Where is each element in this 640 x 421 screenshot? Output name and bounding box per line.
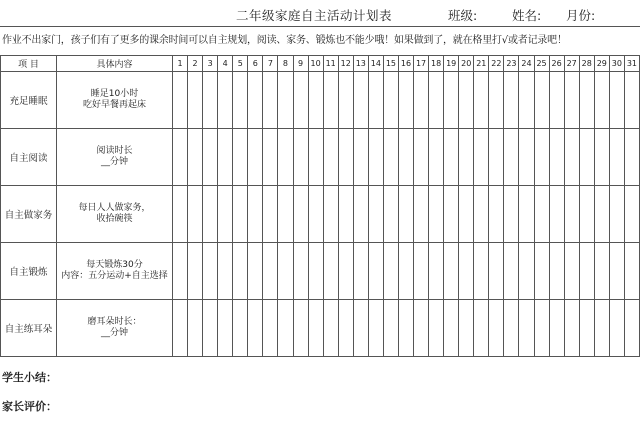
day-check-cell[interactable] — [564, 186, 579, 243]
day-check-cell[interactable] — [323, 186, 338, 243]
day-check-cell[interactable] — [459, 72, 474, 129]
header-divider — [0, 26, 640, 27]
day-check-cell[interactable] — [624, 186, 639, 243]
day-check-cell[interactable] — [398, 243, 413, 300]
day-check-cell[interactable] — [609, 186, 624, 243]
day-check-cell[interactable] — [203, 186, 218, 243]
day-check-cell[interactable] — [489, 186, 504, 243]
day-check-cell[interactable] — [188, 300, 203, 357]
day-check-cell[interactable] — [338, 243, 353, 300]
day-check-cell[interactable] — [579, 186, 594, 243]
day-check-cell[interactable] — [188, 186, 203, 243]
activity-content-line: 睡足10小时 — [90, 89, 139, 99]
day-check-cell[interactable] — [308, 243, 323, 300]
day-check-cell[interactable] — [504, 186, 519, 243]
day-check-cell[interactable] — [624, 72, 639, 129]
column-header-day: 24 — [519, 56, 534, 72]
activity-item: 自主做家务 — [1, 186, 57, 243]
table-header-row — [1, 56, 640, 72]
day-check-cell[interactable] — [444, 243, 459, 300]
table-row — [1, 186, 640, 243]
day-check-cell[interactable] — [534, 186, 549, 243]
day-check-cell[interactable] — [504, 243, 519, 300]
day-check-cell[interactable] — [594, 186, 609, 243]
day-check-cell[interactable] — [293, 186, 308, 243]
day-check-cell[interactable] — [383, 300, 398, 357]
day-check-cell[interactable] — [173, 300, 188, 357]
day-check-cell[interactable] — [368, 243, 383, 300]
day-check-cell[interactable] — [624, 300, 639, 357]
day-check-cell[interactable] — [263, 129, 278, 186]
column-header-day: 21 — [474, 56, 489, 72]
day-check-cell[interactable] — [594, 300, 609, 357]
column-header-day: 17 — [414, 56, 429, 72]
page-title: 二年级家庭自主活动计划表 — [236, 8, 393, 23]
day-check-cell[interactable] — [323, 300, 338, 357]
day-check-cell[interactable] — [534, 129, 549, 186]
day-check-cell[interactable] — [218, 243, 233, 300]
day-check-cell[interactable] — [248, 300, 263, 357]
column-header-day: 14 — [368, 56, 383, 72]
day-check-cell[interactable] — [594, 129, 609, 186]
column-header-day: 10 — [308, 56, 323, 72]
day-check-cell[interactable] — [429, 243, 444, 300]
activity-table — [0, 55, 640, 357]
day-check-cell[interactable] — [263, 72, 278, 129]
day-check-cell[interactable] — [368, 129, 383, 186]
day-check-cell[interactable] — [323, 129, 338, 186]
column-header-day: 16 — [398, 56, 413, 72]
day-check-cell[interactable] — [534, 72, 549, 129]
day-check-cell[interactable] — [218, 72, 233, 129]
day-check-cell[interactable] — [383, 129, 398, 186]
day-check-cell[interactable] — [278, 129, 293, 186]
column-header-day: 8 — [278, 56, 293, 72]
day-check-cell[interactable] — [278, 300, 293, 357]
day-check-cell[interactable] — [429, 300, 444, 357]
column-header-day: 3 — [203, 56, 218, 72]
day-check-cell[interactable] — [519, 300, 534, 357]
day-check-cell[interactable] — [444, 300, 459, 357]
day-check-cell[interactable] — [233, 72, 248, 129]
day-check-cell[interactable] — [444, 129, 459, 186]
activity-content-line: 磨耳朵时长： — [87, 317, 142, 327]
day-check-cell[interactable] — [564, 72, 579, 129]
activity-item: 自主阅读 — [1, 129, 57, 186]
activity-content — [57, 186, 173, 243]
column-header-day: 28 — [579, 56, 594, 72]
day-check-cell[interactable] — [489, 243, 504, 300]
day-check-cell[interactable] — [248, 243, 263, 300]
activity-content-line: __分钟 — [100, 328, 128, 338]
day-check-cell[interactable] — [564, 243, 579, 300]
class-label: 班级: — [448, 8, 478, 23]
day-check-cell[interactable] — [173, 72, 188, 129]
day-check-cell[interactable] — [278, 243, 293, 300]
column-header-day: 7 — [263, 56, 278, 72]
activity-content-line: 阅读时长 — [96, 146, 133, 156]
day-check-cell[interactable] — [414, 72, 429, 129]
column-header-day: 20 — [459, 56, 474, 72]
day-check-cell[interactable] — [459, 243, 474, 300]
day-check-cell[interactable] — [398, 72, 413, 129]
column-header-day: 11 — [323, 56, 338, 72]
day-check-cell[interactable] — [624, 129, 639, 186]
day-check-cell[interactable] — [504, 129, 519, 186]
day-check-cell[interactable] — [353, 300, 368, 357]
header-row — [0, 0, 640, 26]
day-check-cell[interactable] — [564, 300, 579, 357]
day-check-cell[interactable] — [293, 129, 308, 186]
activity-item: 自主锻炼 — [1, 243, 57, 300]
day-check-cell[interactable] — [293, 300, 308, 357]
day-check-cell[interactable] — [519, 243, 534, 300]
table-row — [1, 243, 640, 300]
day-check-cell[interactable] — [353, 186, 368, 243]
day-check-cell[interactable] — [263, 243, 278, 300]
day-check-cell[interactable] — [398, 129, 413, 186]
day-check-cell[interactable] — [368, 72, 383, 129]
activity-content-line: __分钟 — [100, 157, 128, 167]
day-check-cell[interactable] — [564, 129, 579, 186]
day-check-cell[interactable] — [173, 186, 188, 243]
column-header-day: 9 — [293, 56, 308, 72]
column-header-item: 项 目 — [1, 56, 57, 72]
day-check-cell[interactable] — [248, 129, 263, 186]
day-check-cell[interactable] — [203, 72, 218, 129]
day-check-cell[interactable] — [203, 243, 218, 300]
activity-content-line: 吃好早餐再起床 — [82, 100, 146, 110]
day-check-cell[interactable] — [233, 129, 248, 186]
day-check-cell[interactable] — [459, 300, 474, 357]
day-check-cell[interactable] — [624, 243, 639, 300]
day-check-cell[interactable] — [459, 129, 474, 186]
day-check-cell[interactable] — [594, 243, 609, 300]
activity-content-line: 每天锻炼30分 — [86, 260, 143, 270]
column-header-day: 15 — [383, 56, 398, 72]
column-header-day: 2 — [188, 56, 203, 72]
day-check-cell[interactable] — [549, 72, 564, 129]
day-check-cell[interactable] — [609, 129, 624, 186]
day-check-cell[interactable] — [549, 186, 564, 243]
activity-content — [57, 300, 173, 357]
day-check-cell[interactable] — [308, 300, 323, 357]
day-check-cell[interactable] — [414, 300, 429, 357]
day-check-cell[interactable] — [353, 72, 368, 129]
parent-review-label: 家长评价： — [2, 400, 57, 413]
activity-content — [57, 243, 173, 300]
day-check-cell[interactable] — [383, 72, 398, 129]
column-header-day: 4 — [218, 56, 233, 72]
day-check-cell[interactable] — [489, 72, 504, 129]
day-check-cell[interactable] — [338, 129, 353, 186]
activity-content-line: 收拾碗筷 — [96, 214, 133, 224]
day-check-cell[interactable] — [323, 243, 338, 300]
day-check-cell[interactable] — [338, 186, 353, 243]
column-header-day: 1 — [173, 56, 188, 72]
day-check-cell[interactable] — [474, 129, 489, 186]
day-check-cell[interactable] — [203, 300, 218, 357]
day-check-cell[interactable] — [173, 243, 188, 300]
table-row — [1, 129, 640, 186]
day-check-cell[interactable] — [173, 129, 188, 186]
column-header-day: 22 — [489, 56, 504, 72]
day-check-cell[interactable] — [218, 300, 233, 357]
day-check-cell[interactable] — [293, 243, 308, 300]
day-check-cell[interactable] — [579, 72, 594, 129]
day-check-cell[interactable] — [383, 243, 398, 300]
activity-content — [57, 72, 173, 129]
day-check-cell[interactable] — [308, 129, 323, 186]
activity-content-line: 每日人人做家务， — [78, 203, 151, 213]
day-check-cell[interactable] — [188, 129, 203, 186]
day-check-cell[interactable] — [489, 300, 504, 357]
day-check-cell[interactable] — [398, 300, 413, 357]
day-check-cell[interactable] — [353, 129, 368, 186]
day-check-cell[interactable] — [323, 72, 338, 129]
day-check-cell[interactable] — [549, 243, 564, 300]
day-check-cell[interactable] — [504, 300, 519, 357]
day-check-cell[interactable] — [549, 129, 564, 186]
day-check-cell[interactable] — [248, 72, 263, 129]
day-check-cell[interactable] — [218, 186, 233, 243]
day-check-cell[interactable] — [414, 243, 429, 300]
day-check-cell[interactable] — [474, 72, 489, 129]
column-header-day: 5 — [233, 56, 248, 72]
column-header-day: 30 — [609, 56, 624, 72]
day-check-cell[interactable] — [233, 243, 248, 300]
day-check-cell[interactable] — [459, 186, 474, 243]
day-check-cell[interactable] — [444, 186, 459, 243]
day-check-cell[interactable] — [233, 186, 248, 243]
day-check-cell[interactable] — [444, 72, 459, 129]
day-check-cell[interactable] — [263, 186, 278, 243]
day-check-cell[interactable] — [549, 300, 564, 357]
day-check-cell[interactable] — [383, 186, 398, 243]
day-check-cell[interactable] — [429, 72, 444, 129]
day-check-cell[interactable] — [474, 300, 489, 357]
day-check-cell[interactable] — [609, 72, 624, 129]
column-header-day: 19 — [444, 56, 459, 72]
day-check-cell[interactable] — [609, 243, 624, 300]
day-check-cell[interactable] — [203, 129, 218, 186]
day-check-cell[interactable] — [338, 300, 353, 357]
column-header-day: 12 — [338, 56, 353, 72]
day-check-cell[interactable] — [594, 72, 609, 129]
table-row — [1, 72, 640, 129]
day-check-cell[interactable] — [534, 300, 549, 357]
day-check-cell[interactable] — [278, 186, 293, 243]
day-check-cell[interactable] — [519, 129, 534, 186]
activity-item: 自主练耳朵 — [1, 300, 57, 357]
day-check-cell[interactable] — [293, 72, 308, 129]
student-summary-label: 学生小结： — [2, 371, 57, 384]
day-check-cell[interactable] — [414, 129, 429, 186]
day-check-cell[interactable] — [504, 72, 519, 129]
table-row — [1, 300, 640, 357]
day-check-cell[interactable] — [489, 129, 504, 186]
day-check-cell[interactable] — [579, 243, 594, 300]
day-check-cell[interactable] — [308, 72, 323, 129]
column-header-day: 31 — [624, 56, 639, 72]
column-header-day: 18 — [429, 56, 444, 72]
day-check-cell[interactable] — [429, 186, 444, 243]
day-check-cell[interactable] — [278, 72, 293, 129]
day-check-cell[interactable] — [519, 72, 534, 129]
day-check-cell[interactable] — [233, 300, 248, 357]
column-header-day: 6 — [248, 56, 263, 72]
name-label: 姓名: — [512, 8, 542, 23]
day-check-cell[interactable] — [429, 129, 444, 186]
day-check-cell[interactable] — [474, 243, 489, 300]
day-check-cell[interactable] — [579, 300, 594, 357]
day-check-cell[interactable] — [398, 186, 413, 243]
day-check-cell[interactable] — [188, 72, 203, 129]
day-check-cell[interactable] — [368, 300, 383, 357]
day-check-cell[interactable] — [308, 186, 323, 243]
month-label: 月份: — [566, 8, 596, 23]
table-body — [1, 72, 640, 357]
day-check-cell[interactable] — [534, 243, 549, 300]
day-check-cell[interactable] — [338, 72, 353, 129]
activity-content — [57, 129, 173, 186]
day-check-cell[interactable] — [519, 186, 534, 243]
notice-text: 作业不出家门，孩子们有了更多的课余时间可以自主规划，阅读、家务、锻炼也不能少哦！如果做到了，就在格里打√或者记录吧！ — [2, 35, 567, 46]
activity-content-line: 内容：五分运动+自主选择 — [61, 271, 168, 281]
column-header-day: 26 — [549, 56, 564, 72]
day-check-cell[interactable] — [218, 129, 233, 186]
day-check-cell[interactable] — [474, 186, 489, 243]
column-header-day: 29 — [594, 56, 609, 72]
column-header-day: 23 — [504, 56, 519, 72]
day-check-cell[interactable] — [353, 243, 368, 300]
day-check-cell[interactable] — [579, 129, 594, 186]
column-header-day: 27 — [564, 56, 579, 72]
day-check-cell[interactable] — [263, 300, 278, 357]
day-check-cell[interactable] — [414, 186, 429, 243]
column-header-day: 13 — [353, 56, 368, 72]
column-header-content: 具体内容 — [57, 56, 173, 72]
day-check-cell[interactable] — [248, 186, 263, 243]
day-check-cell[interactable] — [609, 300, 624, 357]
column-header-day: 25 — [534, 56, 549, 72]
day-check-cell[interactable] — [188, 243, 203, 300]
activity-item: 充足睡眠 — [1, 72, 57, 129]
day-check-cell[interactable] — [368, 186, 383, 243]
